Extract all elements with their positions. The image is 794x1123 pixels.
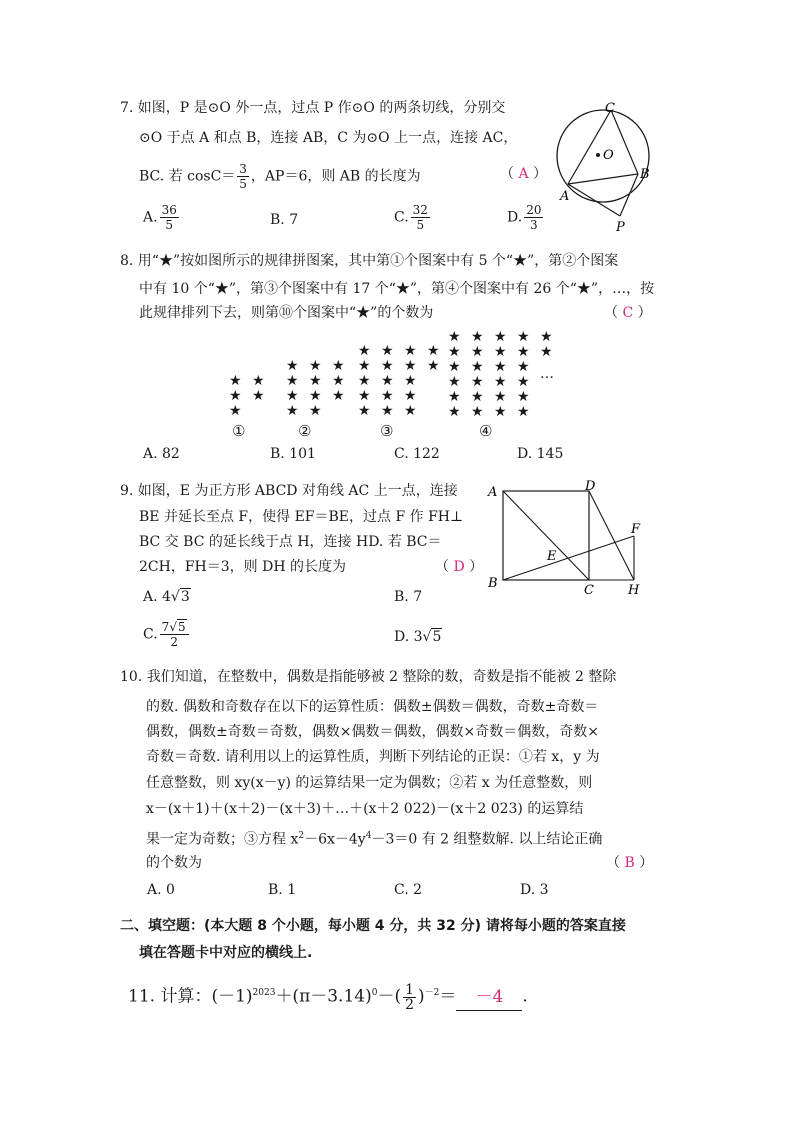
section-2-instruction: 填在答题卡中对应的横线上.: [139, 945, 313, 961]
q9-option-a: A. 4√3: [143, 589, 190, 605]
q7-line-3: BC. 若 cosC＝ $\frac{3}{5}$ ，AP＝6，则 AB 的长度为: [139, 162, 421, 191]
q7-answer: （ A ）: [500, 166, 548, 182]
q10-option-a: A. 0: [147, 882, 175, 898]
q8-line-1: 8. 用“★”按如图所示的规律拼图案，其中第①个图案中有 5 个“★”，第②个图案: [120, 253, 619, 269]
q11-expression: 11. 计算：$(-1)^{2023}+(\pi-3.14)^0-$( $\frac{1}{2}$ )$^{-2}$＝ －4 .: [128, 981, 528, 1013]
q7-label-a: A: [560, 189, 570, 204]
q8-pattern-2: ★ ★ ★ ★ ★ ★ ★ ★ ★ ★ ★: [286, 358, 348, 419]
q7-label-c: C: [605, 101, 615, 116]
q9-label-d: D: [585, 479, 596, 494]
q9-option-d: D. 3√5: [394, 629, 442, 645]
q11-answer: －4: [456, 984, 522, 1011]
q8-pattern-3: ★ ★ ★ ★ ★ ★ ★ ★ ★ ★ ★ ★ ★ ★ ★ ★ ★: [358, 343, 443, 419]
q10-line-5: 任意整数，则 xy(x－y) 的运算结果一定为偶数；②若 x 为任意整数，则: [146, 775, 593, 791]
q7-label-o: O: [603, 148, 614, 163]
q8-answer: （ C ）: [604, 305, 652, 321]
fraction: $\frac{3}{5}$: [239, 162, 247, 191]
q10-line-8: 的个数为: [146, 855, 202, 871]
q9-line-2: BE 并延长至点 F，使得 EF＝BE，过点 F 作 FH⊥: [139, 509, 464, 525]
q8-line-2: 中有 10 个“★”，第③个图案中有 17 个“★”，第④个图案中有 26 个“★”，…，按: [139, 281, 655, 297]
q9-option-c: C. $\frac{7√5}{2}$: [143, 620, 191, 649]
q10-line-6: x－(x＋1)＋(x＋2)－(x＋3)＋…＋(x＋2 022)－(x＋2 023) 的运算结: [146, 801, 584, 817]
q7-circle-figure: [548, 94, 658, 234]
q10-line-3: 偶数，偶数±奇数＝奇数，偶数×偶数＝偶数，偶数×奇数＝偶数，奇数×: [146, 724, 599, 740]
q9-label-b: B: [488, 576, 498, 591]
q8-line-3: 此规律排列下去，则第⑩个图案中“★”的个数为: [139, 305, 434, 321]
q8-label-1: ①: [232, 422, 246, 440]
q10-option-c: C. 2: [394, 882, 423, 898]
q10-line-7: 果一定为奇数；③方程 $x^2-6x-4y^4-3=0$ 有 2 组整数解. 以上结论正确: [146, 831, 603, 848]
q9-line-4: 2CH，FH＝3，则 DH 的长度为: [139, 559, 346, 575]
section-2-heading: 二、填空题：(本大题 8 个小题，每小题 4 分，共 32 分) 请将每小题的答案直接: [120, 918, 626, 934]
q7-line-1: 7. 如图，P 是⊙O 外一点，过点 P 作⊙O 的两条切线，分别交: [120, 100, 506, 116]
q8-label-4: ④: [479, 422, 493, 440]
q9-line-1: 9. 如图，E 为正方形 ABCD 对角线 AC 上一点，连接: [120, 483, 458, 499]
q8-option-d: D. 145: [517, 446, 564, 462]
q8-option-c: C. 122: [394, 446, 440, 462]
q9-option-b: B. 7: [394, 589, 423, 605]
q9-label-e: E: [547, 549, 557, 564]
q8-pattern-1: ★ ★ ★ ★ ★: [229, 373, 268, 419]
q10-answer: （ B ）: [606, 855, 654, 871]
q10-line-4: 奇数＝奇数. 请利用以上的运算性质，判断下列结论的正误：①若 x，y 为: [146, 749, 600, 765]
q8-option-b: B. 101: [270, 446, 316, 462]
q10-option-b: B. 1: [268, 882, 297, 898]
q8-label-2: ②: [298, 422, 312, 440]
q8-label-3: ③: [380, 422, 394, 440]
q7-option-a: A. $\frac{36}{5}$: [143, 203, 177, 232]
q7-label-p: P: [616, 220, 625, 234]
q9-label-c: C: [584, 583, 594, 598]
q10-line-2: 的数. 偶数和奇数存在以下的运算性质：偶数±偶数＝偶数，奇数±奇数＝: [146, 699, 599, 715]
q7-option-b: B. 7: [270, 212, 299, 228]
q9-label-f: F: [631, 522, 641, 537]
q10-line-1: 10. 我们知道，在整数中，偶数是指能够被 2 整除的数，奇数是指不能被 2 整除: [120, 669, 617, 685]
q9-label-h: H: [628, 583, 640, 598]
q7-label-b: B: [640, 167, 650, 182]
q8-pattern-4: ★ ★ ★ ★ ★ ★ ★ ★ ★ ★ ★ ★ ★ ★ ★ ★ ★ ★ ★ ★ ★ ★ ★ ★ ★ ★: [448, 329, 556, 420]
q9-line-3: BC 交 BC 的延长线于点 H，连接 HD. 若 BC＝: [139, 534, 442, 550]
q10-option-d: D. 3: [520, 882, 549, 898]
q7-option-d: D. $\frac{20}{3}$: [507, 203, 542, 232]
q9-square-figure: [484, 478, 654, 598]
q9-answer: （ D ）: [435, 559, 484, 575]
q8-ellipsis: …: [540, 366, 554, 382]
q7-option-c: C. $\frac{32}{5}$: [394, 203, 428, 232]
q7-line-2: ⊙O 于点 A 和点 B，连接 AB，C 为⊙O 上一点，连接 AC，: [139, 130, 518, 146]
q8-option-a: A. 82: [143, 446, 180, 462]
q9-label-a: A: [488, 485, 498, 500]
